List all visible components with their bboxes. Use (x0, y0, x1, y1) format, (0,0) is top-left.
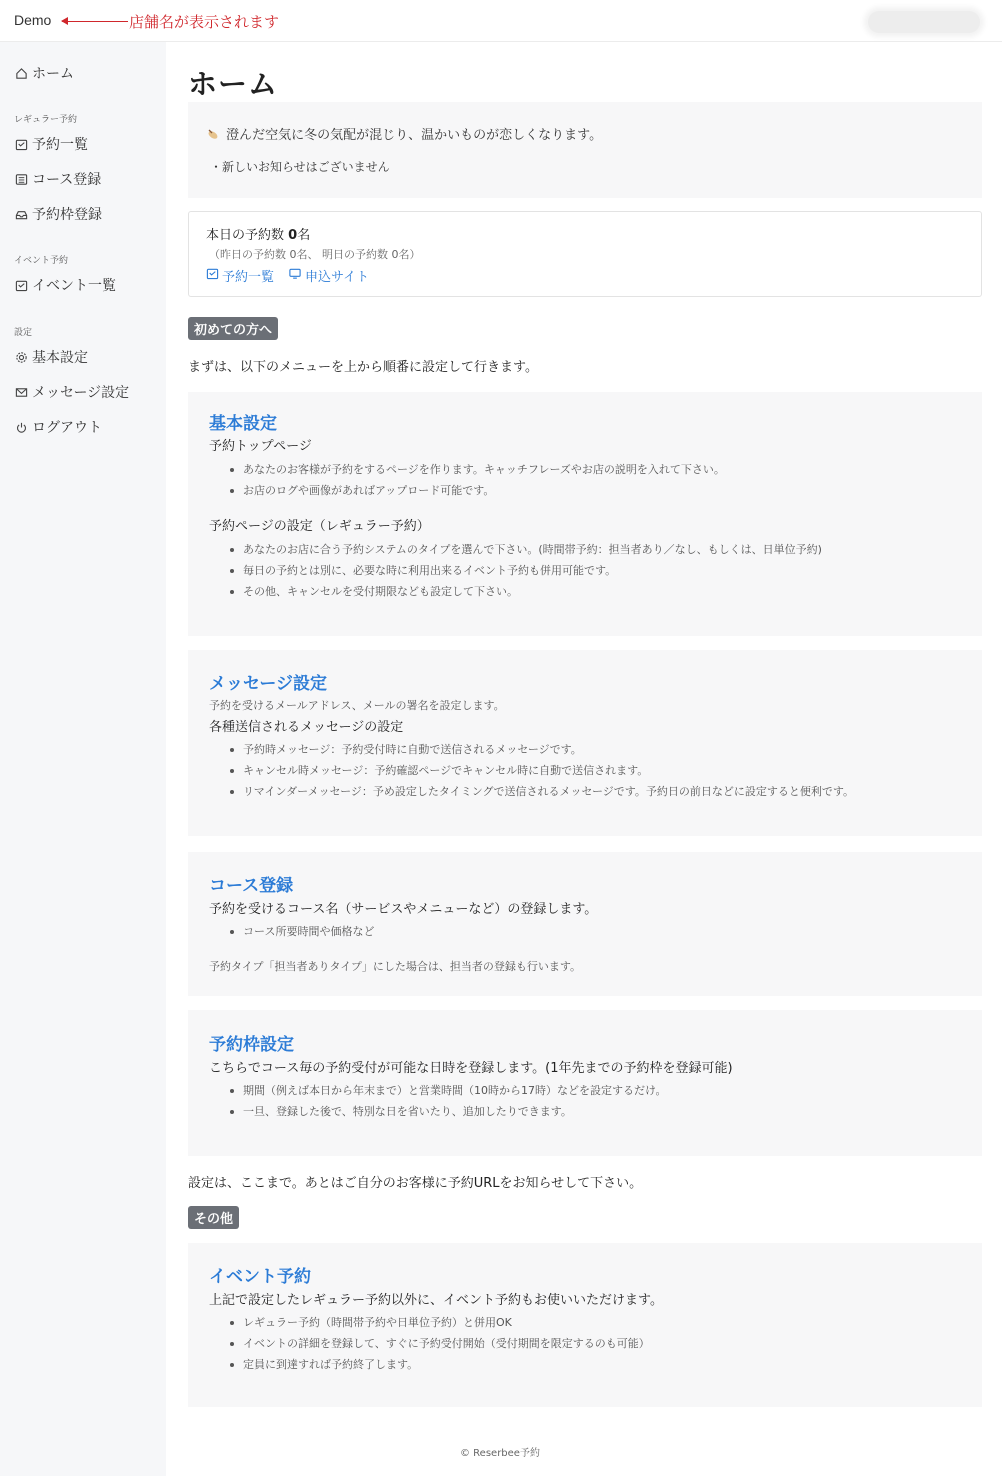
list-item: あなたのお店に合う予約システムのタイプを選んで下さい。(時間帯予約：担当者あり／なし、もしくは、日単位予約) (228, 539, 822, 560)
reservation-list-link[interactable] (206, 266, 274, 285)
list-item: 期間（例えば本日から年末まで）と営業時間（10時から17時）などを設定するだけ。 (228, 1080, 667, 1101)
sidebar-item-label: 予約枠登録 (32, 207, 102, 223)
sidebar-item-label: ホーム (32, 66, 74, 82)
store-name: Demo (14, 12, 52, 28)
list-item: 定員に到達すれば予約終了します。 (228, 1354, 650, 1375)
sidebar-item-label: メッセージ設定 (32, 385, 130, 401)
list-item: コース所要時間や価格など (228, 921, 374, 942)
calendar-icon (14, 137, 28, 151)
notice-box (188, 102, 982, 198)
card-description: 予約を受けるメールアドレス、メールの署名を設定します。 (209, 699, 505, 712)
sidebar-item-label: 基本設定 (32, 350, 88, 366)
card-subtitle: こちらでコース毎の予約受付が可能な日時を登録します。(1年先までの予約枠を登録可能) (209, 1061, 733, 1076)
intro-text: まずは、以下のメニューを上から順番に設定して行きます。 (188, 360, 538, 375)
other-badge: その他 (188, 1206, 239, 1229)
today-count-label: 本日の予約数 (206, 228, 289, 243)
message-settings-card (188, 650, 982, 836)
quick-links (206, 266, 369, 285)
card-subtitle: 予約を受けるコース名（サービスやメニューなど）の登録します。 (209, 902, 598, 917)
sidebar-item-basic-settings[interactable] (14, 347, 88, 367)
course-registration-card (188, 852, 982, 996)
footer-copyright: © Reserbee予約 (460, 1448, 540, 1459)
list-item: その他、キャンセルを受付期限なども設定して下さい。 (228, 581, 822, 602)
today-count-unit: 名 (297, 228, 311, 243)
sweet-potato-icon (206, 127, 222, 145)
message-settings-link[interactable]: メッセージ設定 (209, 674, 327, 694)
sidebar-item-message-settings[interactable] (14, 382, 129, 402)
list-item: 予約時メッセージ：予約受付時に自動で送信されるメッセージです。 (228, 739, 854, 760)
list-item: あなたのお客様が予約をするページを作ります。キャッチフレーズやお店の説明を入れて下さい。 (228, 459, 725, 480)
today-summary (188, 211, 982, 297)
page-title: ホーム (188, 67, 279, 101)
intro-badge: 初めての方へ (188, 317, 278, 340)
card-description: 予約タイプ「担当者ありタイプ」にした場合は、担当者の登録も行います。 (209, 960, 582, 973)
list-item: キャンセル時メッセージ：予約確認ページでキャンセル時に自動で送信されます。 (228, 760, 854, 781)
slot-settings-link[interactable]: 予約枠設定 (209, 1035, 294, 1055)
sidebar-item-label: コース登録 (32, 172, 102, 188)
card-list (228, 921, 374, 942)
sidebar-item-slot-registration[interactable] (14, 204, 102, 224)
card-subtitle: 予約トップページ (209, 439, 312, 454)
yesterday-tomorrow-count: （昨日の予約数 0名、 明日の予約数 0名） (209, 248, 421, 261)
card-list (228, 539, 822, 602)
top-bar (0, 0, 1002, 42)
sidebar-item-label: イベント一覧 (32, 278, 116, 294)
sidebar-section-event: イベント予約 (14, 256, 69, 266)
card-subtitle: 上記で設定したレギュラー予約以外に、イベント予約もお使いいただけます。 (209, 1293, 663, 1308)
application-site-link-label: 申込サイト (305, 270, 370, 285)
greeting-text: 澄んだ空気に冬の気配が混じり、温かいものが恋しくなります。 (226, 128, 603, 143)
list-item: 一旦、登録した後で、特別な日を省いたり、追加したりできます。 (228, 1101, 667, 1122)
today-count-value: 0 (288, 228, 298, 243)
card-list (228, 1312, 650, 1375)
card-list (228, 1080, 667, 1122)
sidebar-item-reservation-list[interactable] (14, 134, 88, 154)
annotation-arrow (62, 21, 128, 22)
sidebar-section-regular: レギュラー予約 (14, 115, 78, 125)
today-count (206, 224, 310, 243)
list-item: リマインダーメッセージ：予め設定したタイミングで送信されるメッセージです。予約日の前日などに設定すると便利です。 (228, 781, 854, 802)
sidebar-item-logout[interactable] (14, 417, 102, 437)
annotation-label: 店舗名が表示されます (129, 13, 280, 31)
basic-settings-link[interactable]: 基本設定 (209, 414, 277, 434)
list-item: イベントの詳細を登録して、すぐに予約受付開始（受付期間を限定するのも可能） (228, 1333, 650, 1354)
envelope-icon (14, 385, 28, 399)
sidebar-section-settings: 設定 (14, 328, 33, 338)
list-item: お店のログや画像があればアップロード可能です。 (228, 480, 725, 501)
reservation-list-link-label: 予約一覧 (222, 270, 275, 285)
calendar-icon (206, 267, 219, 284)
sidebar-item-course-registration[interactable] (14, 169, 101, 189)
list-item: 毎日の予約とは別に、必要な時に利用出来るイベント予約も併用可能です。 (228, 560, 822, 581)
sidebar-item-label: 予約一覧 (32, 137, 88, 153)
gear-icon (14, 350, 28, 364)
sidebar (0, 42, 166, 1476)
user-menu[interactable] (868, 11, 980, 33)
course-registration-link[interactable]: コース登録 (209, 876, 294, 896)
event-reservation-link[interactable]: イベント予約 (209, 1267, 311, 1287)
sidebar-item-event-list[interactable] (14, 275, 116, 295)
power-icon (14, 420, 28, 434)
card-list (228, 739, 854, 802)
application-site-link[interactable] (288, 266, 369, 285)
card-subtitle: 各種送信されるメッセージの設定 (209, 720, 404, 735)
calendar-icon (14, 278, 28, 292)
slot-settings-card (188, 1010, 982, 1156)
list-item: レギュラー予約（時間帯予約や日単位予約）と併用OK (228, 1312, 650, 1333)
greeting-line (206, 124, 602, 145)
home-icon (14, 66, 28, 80)
sidebar-item-label: ログアウト (32, 420, 102, 436)
basic-settings-card (188, 392, 982, 636)
sidebar-item-home[interactable] (14, 63, 74, 83)
card-subtitle: 予約ページの設定（レギュラー予約） (209, 519, 430, 534)
list-icon (14, 172, 28, 186)
card-list (228, 459, 725, 501)
event-reservation-card (188, 1243, 982, 1407)
inbox-icon (14, 207, 28, 221)
setup-complete-text: 設定は、ここまで。あとはご自分のお客様に予約URLをお知らせして下さい。 (188, 1176, 643, 1191)
news-text: ・新しいお知らせはございません (210, 160, 390, 174)
monitor-icon (288, 267, 302, 284)
